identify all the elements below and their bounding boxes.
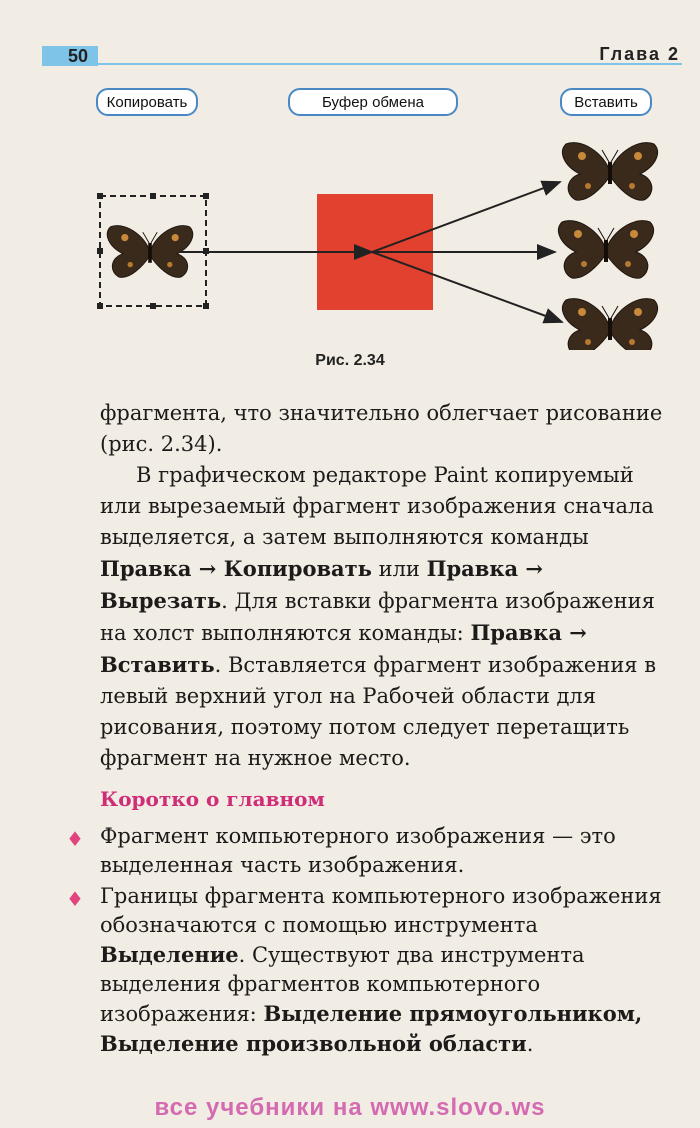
pasted-butterfly-2 xyxy=(558,221,653,279)
paragraph-2 xyxy=(100,460,670,774)
page-number: 50 xyxy=(68,46,89,66)
watermark: все учебники на www.slovo.ws xyxy=(154,1094,546,1121)
paste-label-box: Вставить xyxy=(560,88,652,116)
command-copy: Правка → Копировать xyxy=(100,556,372,581)
figure-caption: Рис. 2.34 xyxy=(315,352,385,369)
chapter-title: Глава 2 xyxy=(599,44,680,64)
summary-item-text: Границы фрагмента компьютерного изображения обозначаются с помощью инструмента xyxy=(100,884,662,937)
command-paste: Правка → Вставить xyxy=(100,620,587,677)
paragraph-2-text: или xyxy=(371,557,427,581)
page-header xyxy=(42,46,682,64)
summary-item-text: . xyxy=(526,1032,534,1056)
summary-item-1 xyxy=(66,822,672,880)
paragraph-2-text: . Для вставки фрагмента изображения на холст выполняются команды: xyxy=(100,589,655,645)
command-cut: Правка → Вырезать xyxy=(100,556,544,613)
copy-label-box: Копировать xyxy=(96,88,198,116)
clipboard-figure xyxy=(0,120,700,350)
paragraph-1: фрагмента, что значительно облегчает рисование (рис. 2.34). xyxy=(100,401,663,456)
paragraph-2-text: В графическом редакторе Paint копируемый или вырезаемый фрагмент изображения сначала выделяется, а затем выполняются команды xyxy=(100,463,654,549)
summary-item-2 xyxy=(66,882,672,1059)
diamond-bullet-icon: ♦ xyxy=(66,887,84,911)
pasted-butterfly-1 xyxy=(562,143,657,201)
clipboard-label-box: Буфер обмена xyxy=(288,88,458,116)
source-butterfly xyxy=(107,226,193,278)
page-number-box xyxy=(42,46,98,66)
tool-names: Выделение прямоугольником, Выделение произвольной области xyxy=(100,1001,643,1056)
header-rule xyxy=(98,63,682,65)
pasted-butterfly-3 xyxy=(562,299,657,350)
diamond-bullet-icon: ♦ xyxy=(66,827,84,851)
summary-item-text: Фрагмент компьютерного изображения — это выделенная часть изображения. xyxy=(100,824,616,877)
summary-item-text: . Существуют два инструмента выделения фрагментов компьютерного изображения: xyxy=(100,943,585,1026)
summary-heading: Коротко о главном xyxy=(100,787,325,811)
paragraph-2-text: . Вставляется фрагмент изображения в левый верхний угол на Рабочей области для рисования, поэтому потом следует перетащить фрагмент на нужное место. xyxy=(100,653,657,770)
tool-name: Выделение xyxy=(100,942,239,967)
